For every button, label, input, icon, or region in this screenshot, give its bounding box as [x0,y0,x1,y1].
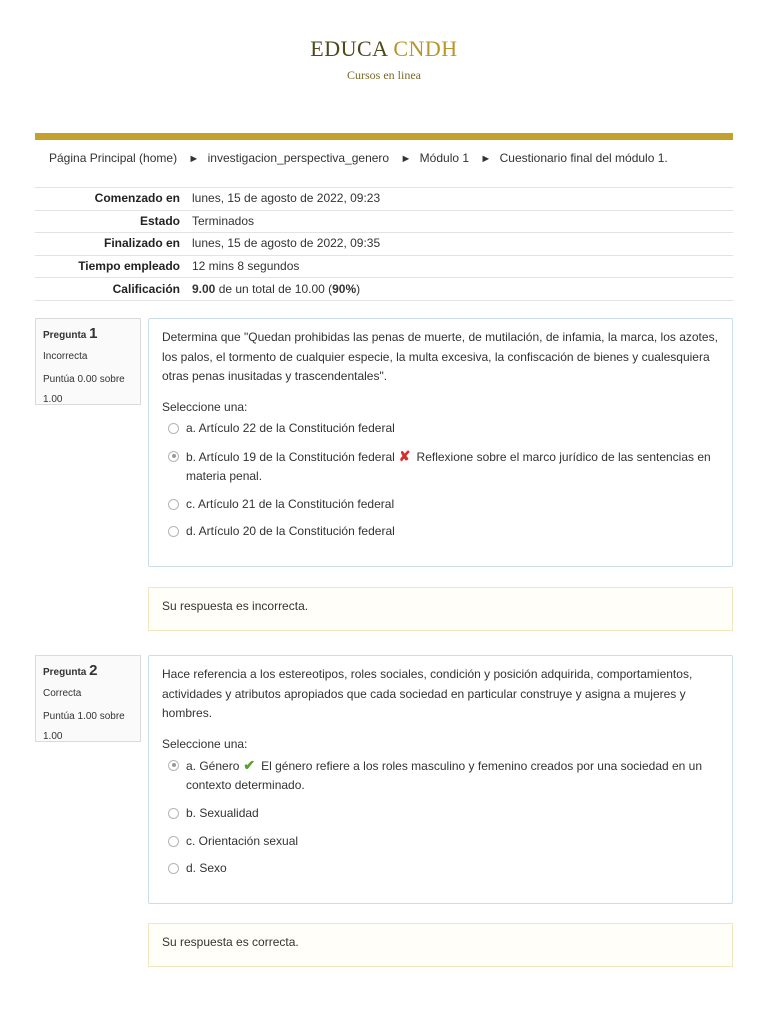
breadcrumb-separator-icon: ► [188,153,200,165]
option-label: a. Género [186,758,240,773]
option-label: c. Orientación sexual [186,833,299,848]
grade-score: 9.00 [192,281,216,296]
answer-option-d[interactable] [162,859,719,878]
breadcrumb-home[interactable]: Página Principal (home) [49,151,178,165]
radio-icon[interactable] [168,499,179,510]
radio-icon[interactable] [168,423,179,434]
option-feedback: Reflexione sobre el marco jurídico de las sentencias en materia penal. [186,449,711,483]
question-1-info [35,318,141,405]
option-label: b. Sexualidad [186,805,259,820]
radio-selected-icon[interactable] [168,451,179,462]
radio-icon[interactable] [168,808,179,819]
brand-name: EDUCA [310,36,388,61]
summary-row-grade [35,278,733,301]
option-label: d. Sexo [186,860,227,875]
answer-option-a[interactable] [162,419,719,438]
summary-value: 12 mins 8 segundos [186,255,733,278]
summary-row-started [35,188,733,211]
question-2-content [148,655,733,904]
answer-option-d[interactable] [162,522,719,541]
question-2-feedback: Su respuesta es correcta. [148,923,733,967]
option-feedback: El género refiere a los roles masculino y femenino creados por una sociedad en un contexto determinado. [186,758,703,792]
question-1-feedback: Su respuesta es incorrecta. [148,587,733,631]
header-divider [35,133,733,140]
summary-label: Tiempo empleado [35,255,186,278]
summary-value: Terminados [186,210,733,233]
option-label: a. Artículo 22 de la Constitución federal [186,420,395,435]
grade-percent: 90% [332,281,357,296]
question-state: Correcta [43,688,82,699]
brand-accent: CNDH [393,36,458,61]
breadcrumb-course[interactable]: investigacion_perspectiva_genero [207,151,390,165]
answer-option-b[interactable] [162,447,719,486]
site-logo[interactable] [0,36,768,62]
option-label: d. Artículo 20 de la Constitución federal [186,523,395,538]
question-1-content [148,318,733,567]
incorrect-icon: ✘ [398,447,411,464]
summary-row-finished [35,233,733,256]
breadcrumb [49,151,668,165]
breadcrumb-separator-icon: ► [480,153,492,165]
breadcrumb-separator-icon: ► [400,153,412,165]
summary-label: Estado [35,210,186,233]
correct-icon: ✔ [243,756,256,773]
answer-option-c[interactable] [162,832,719,851]
breadcrumb-quiz[interactable]: Cuestionario final del módulo 1. [499,151,668,165]
option-label: b. Artículo 19 de la Constitución federal [186,449,395,464]
breadcrumb-module[interactable]: Módulo 1 [419,151,470,165]
grade-total: de un total de 10.00 ( [218,281,333,296]
answer-option-a[interactable] [162,756,719,795]
summary-row-time [35,255,733,278]
question-text: Determina que "Quedan prohibidas las penas de muerte, de mutilación, de infamia, la marca, los azotes, los palos, el tormento de cualquier especie, la multa excesiva, la confiscación de bienes y cualesquiera otras penas inusitadas y trascendentales". [162,330,718,383]
attempt-summary-table [35,187,733,301]
answer-prompt: Seleccione una: [162,736,248,751]
question-number: Pregunta 1 [43,325,98,342]
radio-icon[interactable] [168,526,179,537]
option-label: c. Artículo 21 de la Constitución federal [186,496,395,511]
summary-value: lunes, 15 de agosto de 2022, 09:23 [186,188,733,211]
question-grade: Puntúa 0.00 sobre 1.00 [43,374,125,405]
summary-label: Comenzado en [35,188,186,211]
question-state: Incorrecta [43,351,88,362]
question-2-info [35,655,141,742]
answer-prompt: Seleccione una: [162,399,248,414]
summary-label: Calificación [35,278,186,301]
answer-option-c[interactable] [162,495,719,514]
summary-grade-value [186,278,733,301]
summary-row-state [35,210,733,233]
radio-selected-icon[interactable] [168,760,179,771]
radio-icon[interactable] [168,863,179,874]
summary-label: Finalizado en [35,233,186,256]
grade-close: ) [356,281,361,296]
site-tagline: Cursos en linea [347,68,421,82]
answer-option-b[interactable] [162,804,719,823]
question-text: Hace referencia a los estereotipos, roles sociales, condición y posición adquirida, comportamientos, actividades y atributos apropiados que cada sociedad en particular construye y asigna a mujeres y hombres. [162,667,693,720]
summary-value: lunes, 15 de agosto de 2022, 09:35 [186,233,733,256]
question-grade: Puntúa 1.00 sobre 1.00 [43,711,125,742]
question-number: Pregunta 2 [43,662,98,679]
radio-icon[interactable] [168,836,179,847]
